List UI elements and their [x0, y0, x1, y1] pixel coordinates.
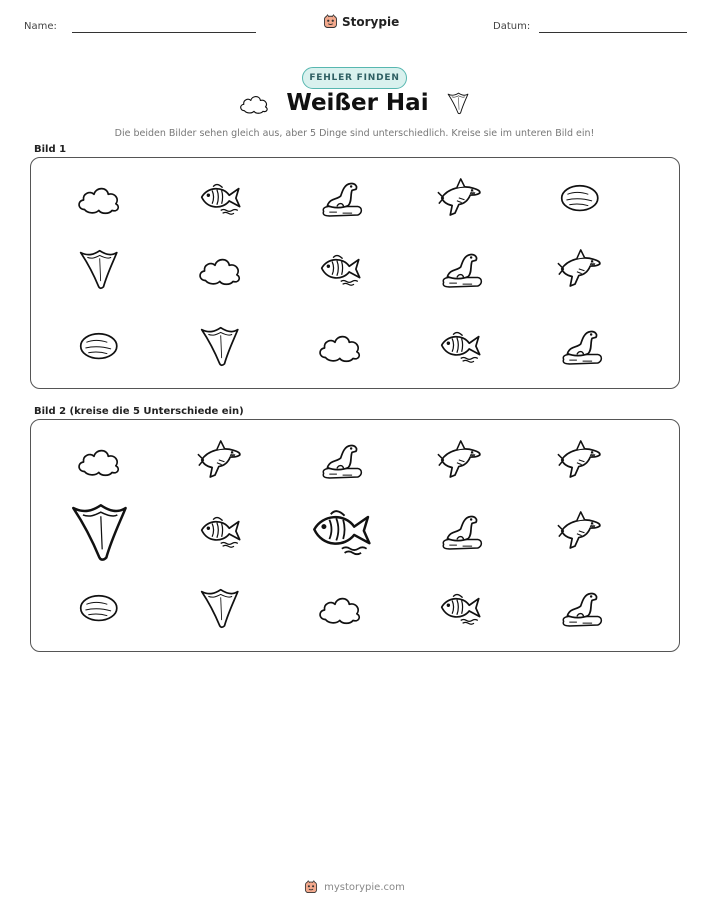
- page-title: Weißer Hai: [286, 90, 429, 116]
- date-field[interactable]: [539, 32, 687, 33]
- cloud-icon: [238, 91, 270, 115]
- cloud-icon: [196, 252, 244, 286]
- panel2-label: Bild 2 (kreise die 5 Unterschiede ein): [34, 406, 244, 417]
- category-badge: FEHLER FINDEN: [302, 67, 407, 89]
- fish-icon[interactable]: [196, 514, 244, 548]
- picture-panel-1: [30, 157, 680, 389]
- shark-icon: [556, 248, 604, 290]
- footer: [0, 880, 709, 894]
- storypie-logo-icon: [304, 880, 318, 894]
- seal-icon: [556, 325, 604, 367]
- cloud-icon: [316, 329, 364, 363]
- footer-url: mystorypie.com: [324, 881, 405, 893]
- picture-panel-2[interactable]: [30, 419, 680, 652]
- shark-icon[interactable]: [196, 439, 244, 481]
- seal-icon[interactable]: [556, 587, 604, 629]
- fish-icon: [196, 181, 244, 215]
- shark-tooth-icon[interactable]: [65, 497, 134, 566]
- shark-icon[interactable]: [556, 510, 604, 552]
- date-label: Datum:: [493, 21, 531, 32]
- stone-icon: [75, 329, 123, 363]
- fish-icon[interactable]: [306, 506, 375, 556]
- brand-name: Storypie: [342, 14, 400, 29]
- fish-icon: [436, 329, 484, 363]
- shark-tooth-icon[interactable]: [196, 584, 244, 632]
- name-field[interactable]: [72, 32, 256, 33]
- shark-tooth-icon: [196, 322, 244, 370]
- shark-icon[interactable]: [556, 439, 604, 481]
- seal-icon[interactable]: [316, 439, 364, 481]
- fish-icon[interactable]: [436, 591, 484, 625]
- instructions: Die beiden Bilder sehen gleich aus, aber 5 Dinge sind unterschiedlich. Kreise sie im unteren Bild ein!: [114, 128, 595, 139]
- seal-icon: [316, 177, 364, 219]
- cloud-icon[interactable]: [316, 591, 364, 625]
- stone-icon: [556, 181, 604, 215]
- shark-tooth-icon: [75, 245, 123, 293]
- shark-icon[interactable]: [436, 439, 484, 481]
- storypie-logo-icon: [323, 14, 338, 29]
- panel1-label: Bild 1: [34, 144, 67, 155]
- title-row: [0, 90, 709, 116]
- name-label: Name:: [24, 21, 57, 32]
- fish-icon: [316, 252, 364, 286]
- cloud-icon[interactable]: [75, 443, 123, 477]
- cloud-icon: [75, 181, 123, 215]
- seal-icon[interactable]: [436, 510, 484, 552]
- shark-icon: [436, 177, 484, 219]
- seal-icon: [436, 248, 484, 290]
- shark-tooth-icon: [445, 90, 471, 116]
- brand-logo: [323, 14, 399, 29]
- stone-icon[interactable]: [75, 591, 123, 625]
